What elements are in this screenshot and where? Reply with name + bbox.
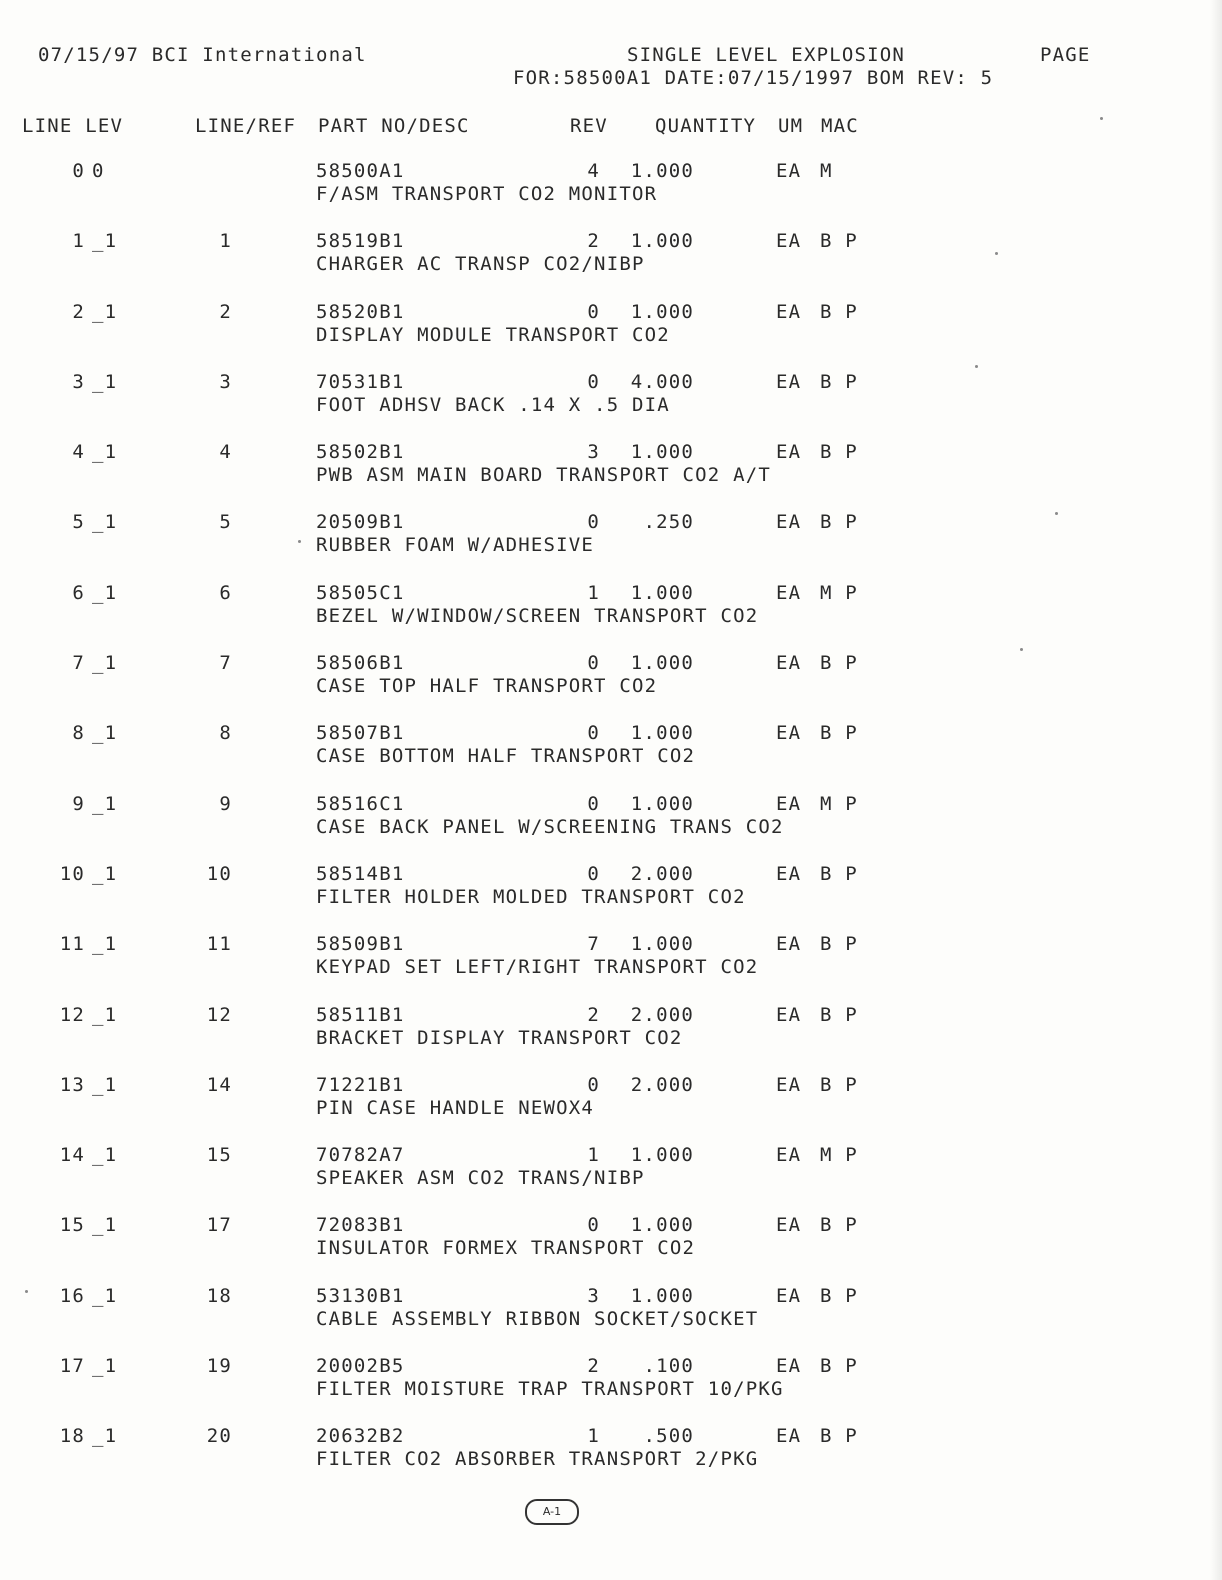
line-ref: 4: [219, 441, 232, 464]
line-ref: 9: [219, 792, 232, 815]
part-description: PIN CASE HANDLE NEWOX4: [316, 1096, 595, 1119]
bom-row: [0, 793, 1222, 863]
report-title: SINGLE LEVEL EXPLOSION: [627, 44, 906, 66]
quantity: 1.000: [630, 933, 694, 956]
line-number: 11: [59, 933, 85, 956]
bom-row: [0, 1285, 1222, 1355]
revision: 0: [587, 792, 600, 815]
unit-of-measure: EA: [776, 1214, 802, 1237]
quantity: 1.000: [630, 581, 694, 604]
level: _1: [92, 1003, 118, 1026]
mac-code: B P: [820, 1003, 858, 1026]
unit-of-measure: EA: [776, 1355, 802, 1378]
column-header-um: UM: [778, 115, 804, 137]
quantity: 4.000: [630, 370, 694, 393]
line-ref: 10: [206, 862, 232, 885]
part-description: FILTER CO2 ABSORBER TRANSPORT 2/PKG: [316, 1448, 759, 1471]
level: _1: [92, 511, 118, 534]
mac-code: B P: [820, 1355, 858, 1378]
revision: 3: [587, 441, 600, 464]
line-number: 2: [72, 300, 85, 323]
bom-row: [0, 722, 1222, 792]
bom-row: [0, 863, 1222, 933]
unit-of-measure: EA: [776, 933, 802, 956]
revision: 1: [587, 1425, 600, 1448]
line-number: 6: [72, 581, 85, 604]
quantity: 1.000: [630, 792, 694, 815]
quantity: .250: [643, 511, 694, 534]
quantity: 2.000: [630, 862, 694, 885]
mac-code: B P: [820, 1073, 858, 1096]
unit-of-measure: EA: [776, 230, 802, 253]
line-number: 1: [72, 230, 85, 253]
bom-row: [0, 441, 1222, 511]
part-description: CHARGER AC TRANSP CO2/NIBP: [316, 253, 645, 276]
mac-code: B P: [820, 230, 858, 253]
line-number: 7: [72, 652, 85, 675]
mac-code: B P: [820, 933, 858, 956]
mac-code: M: [820, 160, 833, 182]
line-ref: 8: [219, 722, 232, 745]
part-number: 70531B1: [316, 370, 405, 393]
revision: 0: [587, 370, 600, 393]
level: _1: [92, 862, 118, 885]
unit-of-measure: EA: [776, 792, 802, 815]
scan-speck: [1055, 512, 1058, 515]
part-description: SPEAKER ASM CO2 TRANS/NIBP: [316, 1167, 645, 1190]
part-number: 58514B1: [316, 862, 405, 885]
part-number: 58516C1: [316, 792, 405, 815]
quantity: 1.000: [630, 300, 694, 323]
quantity: 1.000: [630, 1144, 694, 1167]
line-ref: 6: [219, 581, 232, 604]
column-header-line-ref: LINE/REF: [195, 115, 297, 137]
line-ref: 2: [219, 300, 232, 323]
scan-speck: [298, 540, 301, 543]
part-number: 58500A1: [316, 160, 405, 182]
scan-speck: [975, 365, 978, 368]
line-number: 10: [59, 862, 85, 885]
part-description: CASE BOTTOM HALF TRANSPORT CO2: [316, 745, 696, 768]
unit-of-measure: EA: [776, 862, 802, 885]
revision: 0: [587, 1214, 600, 1237]
quantity: 2.000: [630, 1003, 694, 1026]
line-ref: 5: [219, 511, 232, 534]
part-description: INSULATOR FORMEX TRANSPORT CO2: [316, 1237, 696, 1260]
quantity: .500: [643, 1425, 694, 1448]
level: _1: [92, 1355, 118, 1378]
unit-of-measure: EA: [776, 652, 802, 675]
bom-row: [0, 1144, 1222, 1214]
line-number: 14: [59, 1144, 85, 1167]
line-ref: 20: [206, 1425, 232, 1448]
revision: 7: [587, 933, 600, 956]
part-number: 72083B1: [316, 1214, 405, 1237]
part-description: FOOT ADHSV BACK .14 X .5 DIA: [316, 393, 670, 416]
quantity: 1.000: [630, 160, 694, 182]
scan-speck: [1100, 117, 1103, 120]
quantity: 1.000: [630, 1214, 694, 1237]
mac-code: B P: [820, 862, 858, 885]
part-number: 20632B2: [316, 1425, 405, 1448]
part-number: 58502B1: [316, 441, 405, 464]
revision: 4: [587, 160, 600, 182]
part-description: CASE TOP HALF TRANSPORT CO2: [316, 675, 658, 698]
line-ref: 3: [219, 370, 232, 393]
scan-speck: [995, 252, 998, 255]
revision: 1: [587, 581, 600, 604]
unit-of-measure: EA: [776, 1284, 802, 1307]
level: _1: [92, 1144, 118, 1167]
part-number: 58507B1: [316, 722, 405, 745]
part-description: KEYPAD SET LEFT/RIGHT TRANSPORT CO2: [316, 956, 759, 979]
part-number: 20002B5: [316, 1355, 405, 1378]
level: _1: [92, 441, 118, 464]
mac-code: B P: [820, 1214, 858, 1237]
column-header-line-lev: LINE LEV: [22, 115, 124, 137]
mac-code: B P: [820, 652, 858, 675]
bom-row: [0, 582, 1222, 652]
revision: 0: [587, 1073, 600, 1096]
level: _1: [92, 300, 118, 323]
line-number: 15: [59, 1214, 85, 1237]
quantity: 1.000: [630, 1284, 694, 1307]
unit-of-measure: EA: [776, 370, 802, 393]
line-ref: 1: [219, 230, 232, 253]
quantity: 1.000: [630, 441, 694, 464]
part-description: BEZEL W/WINDOW/SCREEN TRANSPORT CO2: [316, 604, 759, 627]
bom-row: [0, 1355, 1222, 1425]
scan-speck: [1020, 648, 1023, 651]
line-ref: 7: [219, 652, 232, 675]
level: _1: [92, 722, 118, 745]
line-ref: 12: [206, 1003, 232, 1026]
quantity: .100: [643, 1355, 694, 1378]
part-number: 53130B1: [316, 1284, 405, 1307]
level: _1: [92, 933, 118, 956]
line-number: 13: [59, 1073, 85, 1096]
unit-of-measure: EA: [776, 1425, 802, 1448]
revision: 2: [587, 1355, 600, 1378]
column-header-part-desc: PART NO/DESC: [318, 115, 470, 137]
column-header-quantity: QUANTITY: [655, 115, 757, 137]
part-number: 71221B1: [316, 1073, 405, 1096]
bom-row: [0, 371, 1222, 441]
line-number: 17: [59, 1355, 85, 1378]
part-number: 58519B1: [316, 230, 405, 253]
column-header-rev: REV: [570, 115, 608, 137]
column-header-mac: MAC: [821, 115, 859, 137]
revision: 2: [587, 1003, 600, 1026]
page-tag: A-1: [525, 1499, 579, 1525]
level: _1: [92, 1214, 118, 1237]
line-number: 16: [59, 1284, 85, 1307]
bom-row: [0, 160, 1222, 230]
mac-code: B P: [820, 1425, 858, 1448]
quantity: 1.000: [630, 722, 694, 745]
unit-of-measure: EA: [776, 581, 802, 604]
bom-row: [0, 301, 1222, 371]
level: _1: [92, 652, 118, 675]
part-description: CABLE ASSEMBLY RIBBON SOCKET/SOCKET: [316, 1307, 759, 1330]
bom-row: [0, 511, 1222, 581]
unit-of-measure: EA: [776, 1003, 802, 1026]
quantity: 1.000: [630, 230, 694, 253]
part-number: 58505C1: [316, 581, 405, 604]
line-ref: 15: [206, 1144, 232, 1167]
revision: 0: [587, 862, 600, 885]
revision: 2: [587, 230, 600, 253]
line-ref: 17: [206, 1214, 232, 1237]
part-number: 20509B1: [316, 511, 405, 534]
part-number: 58506B1: [316, 652, 405, 675]
bom-row: [0, 652, 1222, 722]
mac-code: B P: [820, 300, 858, 323]
bom-row: [0, 1425, 1222, 1495]
line-number: 3: [72, 370, 85, 393]
line-number: 4: [72, 441, 85, 464]
line-number: 8: [72, 722, 85, 745]
level: _1: [92, 1284, 118, 1307]
mac-code: B P: [820, 511, 858, 534]
part-description: RUBBER FOAM W/ADHESIVE: [316, 534, 595, 557]
mac-code: B P: [820, 441, 858, 464]
bom-row: [0, 933, 1222, 1003]
line-ref: 14: [206, 1073, 232, 1096]
bom-row: [0, 1074, 1222, 1144]
line-ref: 11: [206, 933, 232, 956]
page-label: PAGE: [1040, 44, 1091, 66]
part-description: FILTER MOISTURE TRAP TRANSPORT 10/PKG: [316, 1378, 784, 1401]
level: _1: [92, 1073, 118, 1096]
unit-of-measure: EA: [776, 441, 802, 464]
part-number: 58520B1: [316, 300, 405, 323]
part-description: DISPLAY MODULE TRANSPORT CO2: [316, 323, 670, 346]
bom-rows: [0, 160, 1222, 1496]
mac-code: M P: [820, 792, 858, 815]
unit-of-measure: EA: [776, 722, 802, 745]
line-ref: 19: [206, 1355, 232, 1378]
level: _1: [92, 1425, 118, 1448]
unit-of-measure: EA: [776, 1073, 802, 1096]
bom-row: [0, 1214, 1222, 1284]
part-number: 58509B1: [316, 933, 405, 956]
part-description: BRACKET DISPLAY TRANSPORT CO2: [316, 1026, 683, 1049]
unit-of-measure: EA: [776, 511, 802, 534]
mac-code: B P: [820, 1284, 858, 1307]
scan-edge-shadow: [1210, 0, 1222, 1580]
revision: 0: [587, 722, 600, 745]
line-number: 5: [72, 511, 85, 534]
part-description: PWB ASM MAIN BOARD TRANSPORT CO2 A/T: [316, 464, 772, 487]
part-description: FILTER HOLDER MOLDED TRANSPORT CO2: [316, 885, 746, 908]
revision: 0: [587, 300, 600, 323]
part-description: F/ASM TRANSPORT CO2 MONITOR: [316, 183, 658, 205]
quantity: 1.000: [630, 652, 694, 675]
bom-row: [0, 1004, 1222, 1074]
line-number: 18: [59, 1425, 85, 1448]
revision: 0: [587, 511, 600, 534]
mac-code: B P: [820, 370, 858, 393]
report-for-line: FOR:58500A1 DATE:07/15/1997 BOM REV: 5: [513, 67, 994, 89]
level: _1: [92, 230, 118, 253]
line-number: 9: [72, 792, 85, 815]
level: _1: [92, 370, 118, 393]
revision: 1: [587, 1144, 600, 1167]
line-ref: 18: [206, 1284, 232, 1307]
level: _1: [92, 792, 118, 815]
revision: 3: [587, 1284, 600, 1307]
level: _1: [92, 581, 118, 604]
line-number: 12: [59, 1003, 85, 1026]
part-number: 70782A7: [316, 1144, 405, 1167]
bom-row: [0, 230, 1222, 300]
mac-code: M P: [820, 581, 858, 604]
level: 0: [92, 160, 105, 182]
unit-of-measure: EA: [776, 300, 802, 323]
mac-code: M P: [820, 1144, 858, 1167]
mac-code: B P: [820, 722, 858, 745]
scan-speck: [25, 1290, 28, 1293]
unit-of-measure: EA: [776, 160, 802, 182]
part-description: CASE BACK PANEL W/SCREENING TRANS CO2: [316, 815, 784, 838]
unit-of-measure: EA: [776, 1144, 802, 1167]
quantity: 2.000: [630, 1073, 694, 1096]
part-number: 58511B1: [316, 1003, 405, 1026]
revision: 0: [587, 652, 600, 675]
line-number: 0: [72, 160, 85, 182]
report-date-company: 07/15/97 BCI International: [38, 44, 367, 66]
